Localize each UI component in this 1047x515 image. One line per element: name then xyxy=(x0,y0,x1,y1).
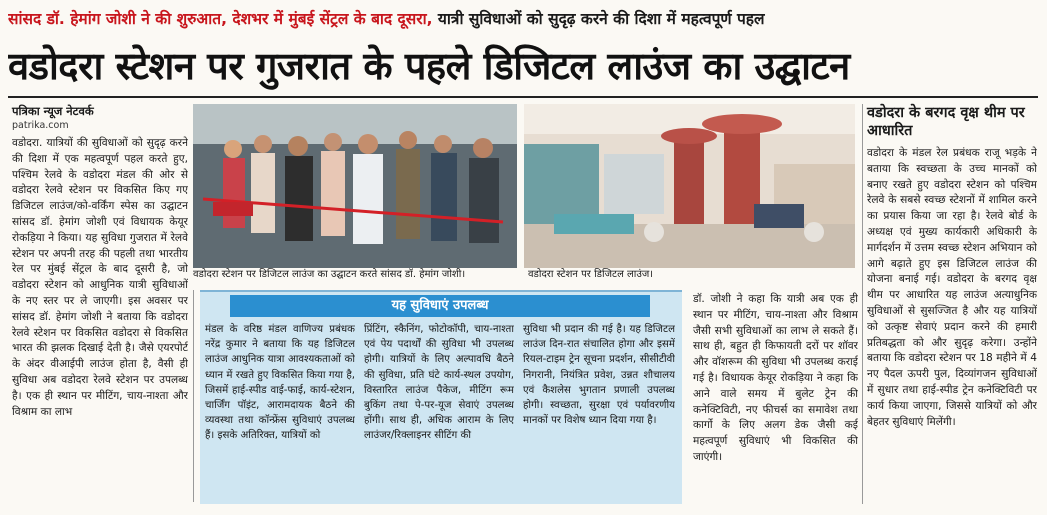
facilities-column-1: मंडल के वरिष्ठ मंडल वाणिज्य प्रबंधक नरेंद्र कुमार ने बताया कि यह डिजिटल लाउंज आधुनिक यात्रा आवश्यकताओं को ध्यान में रखते हुए विकसित किया गया है, जिसमें हाई-स्पीड वाई-फाई, कार्य-स्टेशन, चार्जिंग पॉइंट, आरामदायक बैठने की व्यवस्था तथा कॉन्फ्रेंस सुविधाएं उपलब्ध हैं। इसके अतिरिक्त, यात्रियों को xyxy=(205,324,355,442)
facilities-column-3: सुविधा भी प्रदान की गई है। यह डिजिटल लाउंज दिन-रात संचालित होगा और इसमें रियल-टाइम ट्रेन सूचना प्रदर्शन, सीसीटीवी निगरानी, नियंत्रित प्रवेश, उन्नत शौचालय एवं कैशलेस भुगतान प्रणाली उपलब्ध होगी। स्वच्छता, सुरक्षा एवं पर्यावरणीय मानकों पर विशेष ध्यान दिया गया है। xyxy=(523,324,675,427)
facilities-box-title: यह सुविधाएं उपलब्ध xyxy=(230,295,650,317)
kicker-black-text: यात्री सुविधाओं को सुदृढ़ करने की दिशा में महत्वपूर्ण पहल xyxy=(432,10,765,28)
article-column-5: वडोदरा के मंडल रेल प्रबंधक राजू भड़के ने बताया कि स्वच्छता के उच्च मानकों को बनाए रखते हुए वडोदरा स्टेशन को पश्चिम रेलवे के सबसे स्वच्छ स्टेशनों में शामिल करने का प्रयास किया जा रहा है। रेलवे बोर्ड के अध्यक्ष एवं मुख्य कार्यकारी अधिकारी के मार्गदर्शन में उत्तम स्वच्छ स्टेशन अभियान को आगे बढ़ाते हुए इस डिजिटल लाउंज की योजना बनाई गई। वडोदरा के बरगद वृक्ष थीम पर आधारित यह लाउंज अत्याधुनिक सुविधाओं से सुसज्जित है और यह यात्रियों को उत्कृष्ट सेवाएं प्रदान करने की हमारी प्रतिबद्धता को और सुदृढ़ करेगा। उन्होंने बताया कि वडोदरा स्टेशन पर 18 महीने में 4 नए पैदल ऊपरी पुल, दिव्यांगजन सुविधाओं में सुधार तथा हाई-स्पीड ट्रेन कनेक्टिविटी पर कार्य किया जाएगा, जिससे यात्रियों को और बेहतर सुविधाएं मिलेंगी। xyxy=(867,147,1037,428)
facilities-column-2: प्रिंटिंग, स्कैनिंग, फोटोकॉपी, चाय-नाश्ता एवं पेय पदार्थों की सुविधा भी उपलब्ध होगी। यात्रियों के लिए अल्पावधि बैठने की सुविधा, प्रति घंटे कार्य-स्थल उपयोग, विस्तारित लाउंज पैकेज, मीटिंग रूम बुकिंग तथा पे-पर-यूज सेवाएं उपलब्ध होंगी। साथ ही, अधिक आराम के लिए लाउंजर/रिक्लाइनर सीटिंग की xyxy=(364,324,514,442)
kicker-line xyxy=(8,4,1038,34)
column-divider xyxy=(193,290,194,502)
article-column-4: डॉ. जोशी ने कहा कि यात्री अब एक ही स्थान पर मीटिंग, चाय-नाश्ता और विश्राम जैसी सभी सुविधाओं का लाभ ले सकते हैं। साथ ही, बहुत ही किफायती दरों पर शॉवर और वॉशरूम की सुविधा भी उपलब्ध कराई गई है। विधायक केयूर रोकड़िया ने कहा कि आने वाले समय में बुलेट ट्रेन की कनेक्टिविटी, नए फीचर्स का समावेश तथा कार्गो के लिए अलग डेक जैसी कई महत्वपूर्ण सुविधाएं भी विकसित की जाएंगी। xyxy=(693,293,858,463)
side-headline: वडोदरा के बरगद वृक्ष थीम पर आधारित xyxy=(867,104,1025,139)
byline: पत्रिका न्यूज नेटवर्क xyxy=(12,104,94,118)
inauguration-photo-caption: वडोदरा स्टेशन पर डिजिटल लाउंज का उद्घाटन करते सांसद डॉ. हेमांग जोशी। xyxy=(193,268,517,282)
side-divider xyxy=(862,104,863,504)
article-column-1: वडोदरा. यात्रियों की सुविधाओं को सुदृढ़ करने की दिशा में एक महत्वपूर्ण पहल करते हुए, पश्चिम रेलवे के वडोदरा मंडल की ओर से वडोदरा रेलवे स्टेशन पर विकसित किए गए डिजिटल लाउंज/को-वर्किंग स्पेस का उद्घाटन सांसद डॉ. हेमांग जोशी एवं विधायक केयूर रोकड़िया ने किया। यह सुविधा गुजरात में रेलवे स्टेशन पर अपनी तरह की पहली तथा भारतीय रेल पर मुंबई सेंट्रल के बाद दूसरी है, जो वडोदरा स्टेशन को आधुनिक यात्री सुविधाओं के नए स्तर पर ले जाएगी। इस अवसर पर सांसद डॉ. हेमांग जोशी ने बताया कि वडोदरा रेलवे स्टेशन पर विकसित वडोदरा से विकसित भारत की झलक दिखाई देती है। जैसे एयरपोर्ट के अंदर वीआईपी लाउंज होता है, वैसी ही सुविधा अब वडोदरा रेलवे स्टेशन पर उपलब्ध है। एक ही स्थान पर मीटिंग, चाय-नाश्ता और विश्राम का लाभ xyxy=(12,137,188,418)
kicker-red-text: सांसद डॉ. हेमांग जोशी ने की शुरुआत, देशभर में मुंबई सेंट्रल के बाद दूसरा, xyxy=(8,10,433,28)
lounge-photo xyxy=(524,104,855,268)
headline-rule xyxy=(8,96,1038,98)
site-name: patrika.com xyxy=(12,120,69,131)
lounge-photo-caption: वडोदरा स्टेशन पर डिजिटल लाउंज। xyxy=(528,268,855,282)
headline: वडोदरा स्टेशन पर गुजरात के पहले डिजिटल लाउंज का उद्घाटन xyxy=(8,43,850,88)
inauguration-photo xyxy=(193,104,517,268)
